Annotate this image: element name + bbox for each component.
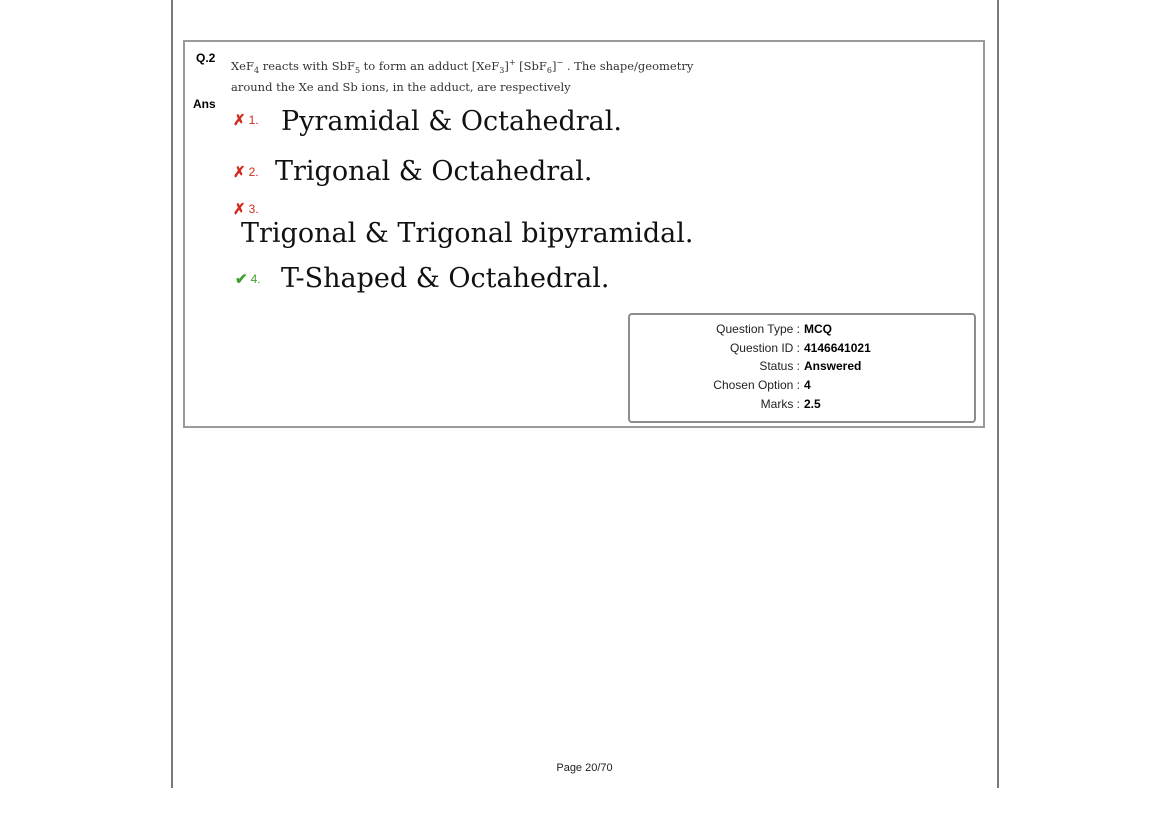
option-1-marker [233, 111, 259, 129]
option-1-text: Pyramidal & Octahedral. [281, 106, 622, 137]
question-id-value: 4146641021 [804, 341, 871, 355]
info-label: Status : [759, 359, 800, 373]
option-3-text: Trigonal & Trigonal bipyramidal. [241, 218, 694, 249]
question-text-part: ] [504, 58, 509, 73]
cross-icon: ✗ [233, 201, 246, 218]
question-panel [183, 40, 985, 428]
question-subscript: 6 [546, 66, 552, 76]
option-number: 1. [248, 113, 259, 127]
cross-icon: ✗ [233, 164, 246, 181]
question-subscript: 4 [253, 66, 260, 76]
chosen-option-value: 4 [804, 378, 811, 392]
option-number: 4. [250, 272, 261, 286]
info-label: Chosen Option : [713, 378, 800, 392]
status-value: Answered [804, 359, 862, 373]
question-text-part: . The shape/geometry [563, 58, 694, 73]
info-row-question-id [630, 341, 974, 359]
question-text-part: ] [551, 58, 557, 73]
option-number: 3. [248, 202, 259, 216]
option-3-marker [233, 200, 259, 218]
option-4-text: T-Shaped & Octahedral. [281, 263, 610, 294]
question-text-part: reacts with SbF [259, 58, 355, 73]
option-number: 2. [248, 165, 259, 179]
option-4-marker [235, 270, 261, 288]
answer-label: Ans [193, 97, 216, 111]
info-row-status [630, 359, 974, 377]
page-border-right [997, 0, 999, 788]
question-info-box [628, 313, 976, 423]
question-number: Q.2 [196, 51, 216, 65]
info-row-marks [630, 397, 974, 415]
info-label: Marks : [760, 397, 800, 411]
question-text-part: [SbF [515, 58, 547, 73]
question-type-value: MCQ [804, 322, 832, 336]
page-number: Page 20/70 [556, 762, 613, 774]
info-row-question-type [630, 322, 974, 340]
option-2-marker [233, 163, 259, 181]
cross-icon: ✗ [233, 112, 246, 129]
option-2-text: Trigonal & Octahedral. [275, 156, 593, 187]
question-subscript: 5 [354, 66, 361, 76]
page-border-left [171, 0, 173, 788]
question-subscript: 3 [499, 66, 505, 76]
marks-value: 2.5 [804, 397, 821, 411]
info-label: Question ID : [729, 341, 800, 355]
question-text-part: to form an adduct [XeF [360, 58, 500, 73]
check-icon: ✔ [235, 271, 248, 288]
question-text-line-2: around the Xe and Sb ions, in the adduct, are respectively [231, 80, 571, 95]
question-superscript: − [556, 58, 564, 67]
question-superscript: + [508, 58, 516, 67]
question-text-part: XeF [231, 58, 254, 73]
info-row-chosen-option [630, 378, 974, 396]
info-label: Question Type : [716, 322, 800, 336]
question-text [231, 55, 771, 95]
